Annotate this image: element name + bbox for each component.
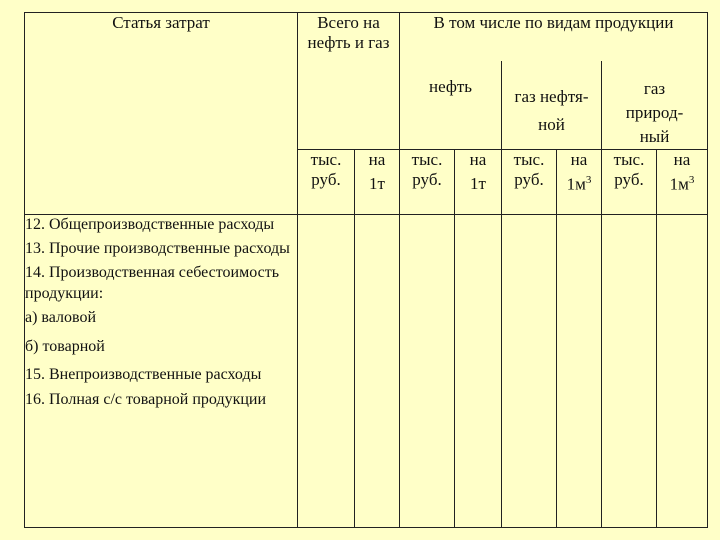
header-total (298, 13, 400, 150)
unit-text: руб. (614, 169, 644, 189)
cost-item-row: а) валовой (25, 309, 97, 327)
unit-natural-gas-per-m3: на $1м^3$ (657, 149, 708, 214)
unit-text: руб. (412, 169, 442, 189)
product-natural-gas-line3: ный (639, 126, 670, 146)
cost-item-row: 16. Полная с/с товарной продукции (25, 390, 267, 408)
unit-text: руб. (311, 169, 341, 189)
value-cell (455, 214, 502, 528)
value-cell (602, 214, 657, 528)
header-product-associated-gas (502, 61, 602, 150)
cost-item-row: 14. Производственная себестоимость продукции: (25, 264, 279, 302)
cost-item-row: 12. Общепроизводственные расходы (25, 215, 275, 233)
unit-text: руб. (514, 169, 544, 189)
cost-table (24, 12, 708, 528)
unit-total-thousand-rub (298, 149, 355, 214)
value-cell (298, 214, 355, 528)
unit-text: тыс. (411, 149, 443, 169)
unit-text: тыс. (310, 149, 342, 169)
header-product-natural-gas (602, 61, 708, 150)
unit-natural-gas-thousand-rub (602, 149, 657, 214)
header-cost-item-label: Статья затрат (112, 13, 210, 32)
unit-text: на (469, 149, 487, 169)
unit-text: тыс. (613, 149, 645, 169)
value-cell (355, 214, 400, 528)
unit-text: тыс. (513, 149, 545, 169)
header-product-oil (400, 61, 502, 150)
unit-text: на (673, 149, 691, 169)
value-cell (400, 214, 455, 528)
unit-oil-per-ton (455, 149, 502, 214)
value-cell (657, 214, 708, 528)
cost-item-row: 15. Внепроизводственные расходы (25, 366, 262, 384)
unit-oil-thousand-rub (400, 149, 455, 214)
unit-text: на (570, 149, 588, 169)
unit-assoc-gas-thousand-rub (502, 149, 557, 214)
header-total-label: Всего на нефть и газ (307, 13, 390, 53)
value-cell (502, 214, 557, 528)
product-associated-gas-line1: газ нефтя- (514, 86, 589, 106)
product-associated-gas-line2: ной (538, 114, 565, 134)
unit-text: 1м (669, 174, 689, 194)
unit-text: 1м (566, 174, 586, 194)
value-cell (557, 214, 602, 528)
header-cost-item (25, 13, 298, 215)
product-oil-label: нефть (428, 76, 473, 96)
header-product-types (400, 13, 708, 61)
header-product-types-label: В том числе по видам продукции (433, 13, 674, 32)
unit-text: 1т (369, 173, 385, 193)
unit-text: на (368, 149, 386, 169)
unit-text: 1т (470, 173, 486, 193)
cost-item-row: 13. Прочие производственные расходы (25, 239, 290, 257)
unit-assoc-gas-per-m3: на $1м^3$ (557, 149, 602, 214)
product-natural-gas-line2: природ- (625, 102, 684, 122)
unit-total-per-ton (355, 149, 400, 214)
cost-items-cell (25, 214, 298, 528)
product-natural-gas-line1: газ (643, 78, 666, 98)
cost-item-row: б) товарной (25, 337, 105, 355)
